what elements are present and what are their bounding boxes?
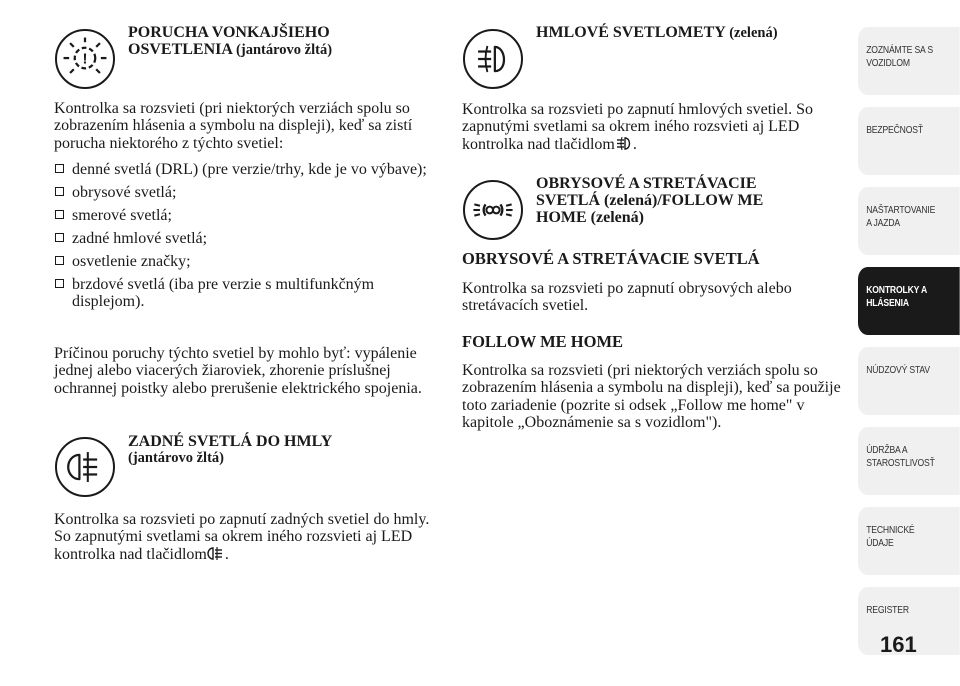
- front-fog-title: HMLOVÉ SVETLOMETY (zelená): [536, 24, 778, 41]
- front-fog-light-icon: [463, 29, 523, 89]
- list-item: denné svetlá (DRL) (pre verzie/trhy, kde je vo výbave);: [54, 161, 439, 178]
- list-item: osvetlenie značky;: [54, 253, 439, 270]
- position-lights-icon: [463, 180, 523, 240]
- section-heading-position-lights: OBRYSOVÉ A STRETÁVACIE SVETLÁ: [462, 249, 760, 268]
- rear-fog-inline-icon: [207, 546, 225, 561]
- page-number: 161: [880, 632, 917, 657]
- exterior-light-fault-title: PORUCHA VONKAJŠIEHO OSVETLENIA (jantárovo žltá): [128, 24, 333, 58]
- list-item: smerové svetlá;: [54, 207, 439, 224]
- checkbox-bullet-icon: [55, 233, 64, 242]
- tab-emergency[interactable]: NÚDZOVÝ STAV: [858, 347, 960, 415]
- front-fog-text: Kontrolka sa rozsvieti po zapnutí hmlových svetiel. So zapnutými svetlami sa okrem iného rozsvieti aj LED kontrolka nad tlačidlom .: [462, 101, 814, 153]
- rear-fog-light-icon: [55, 437, 115, 497]
- tab-maintenance[interactable]: ÚDRŽBA A STAROSTLIVOSŤ: [858, 427, 960, 495]
- position-lights-title: OBRYSOVÉ A STRETÁVACIE SVETLÁ (zelená)/FOLLOW ME HOME (zelená): [536, 175, 764, 226]
- rear-fog-text: Kontrolka sa rozsvieti po zapnutí zadných svetiel do hmly. So zapnutými svetlami sa okrem iného rozsvieti aj LED kontrolka nad tlačidlom .: [54, 511, 430, 563]
- svg-text:!: !: [82, 50, 88, 68]
- list-item: brzdové svetlá (iba pre verzie s multifunkčným displejom).: [54, 276, 439, 311]
- checkbox-bullet-icon: [55, 187, 64, 196]
- checkbox-bullet-icon: [55, 279, 64, 288]
- tab-safety[interactable]: BEZPEČNOSŤ: [858, 107, 960, 175]
- fault-cause-text: Príčinou poruchy týchto svetiel by mohlo byť: vypálenie jednej alebo viacerých žiaroviek, zhorenie príslušnej ochrannej poistky alebo prerušenie elektrického spojenia.: [54, 345, 422, 397]
- follow-me-home-text: Kontrolka sa rozsvieti (pri niektorých verziách spolu so zobrazením hlásenia a symbolu na displeji), keď sa použije toto zariadenie (pozrite si odsek „Follow me home" v kapitole „Oboznámenie sa s vozidlom").: [462, 362, 841, 432]
- light-list: [54, 161, 439, 316]
- checkbox-bullet-icon: [55, 256, 64, 265]
- exterior-light-intro: Kontrolka sa rozsvieti (pri niektorých verziách spolu so zobrazením hlásenia a symbolu na displeji), keď sa zistí porucha niektorého z týchto svetiel:: [54, 100, 413, 152]
- exterior-light-fault-icon: [55, 29, 115, 89]
- front-fog-inline-icon: [615, 136, 633, 151]
- tab-technical-data[interactable]: TECHNICKÉ ÚDAJE: [858, 507, 960, 575]
- checkbox-bullet-icon: [55, 210, 64, 219]
- tab-vehicle[interactable]: ZOZNÁMTE SA S VOZIDLOM: [858, 27, 960, 95]
- rear-fog-title: ZADNÉ SVETLÁ DO HMLY (jantárovo žltá): [128, 433, 333, 466]
- list-item: obrysové svetlá;: [54, 184, 439, 201]
- list-item: zadné hmlové svetlá;: [54, 230, 439, 247]
- section-heading-follow-me-home: FOLLOW ME HOME: [462, 332, 624, 351]
- tab-warning-lights[interactable]: KONTROLKY A HLÁSENIA: [858, 267, 960, 335]
- checkbox-bullet-icon: [55, 164, 64, 173]
- tab-index[interactable]: REGISTER: [858, 587, 960, 655]
- tab-starting-driving[interactable]: NAŠTARTOVANIE A JAZDA: [858, 187, 960, 255]
- position-lights-text: Kontrolka sa rozsvieti po zapnutí obrysových alebo stretávacích svetiel.: [462, 280, 792, 315]
